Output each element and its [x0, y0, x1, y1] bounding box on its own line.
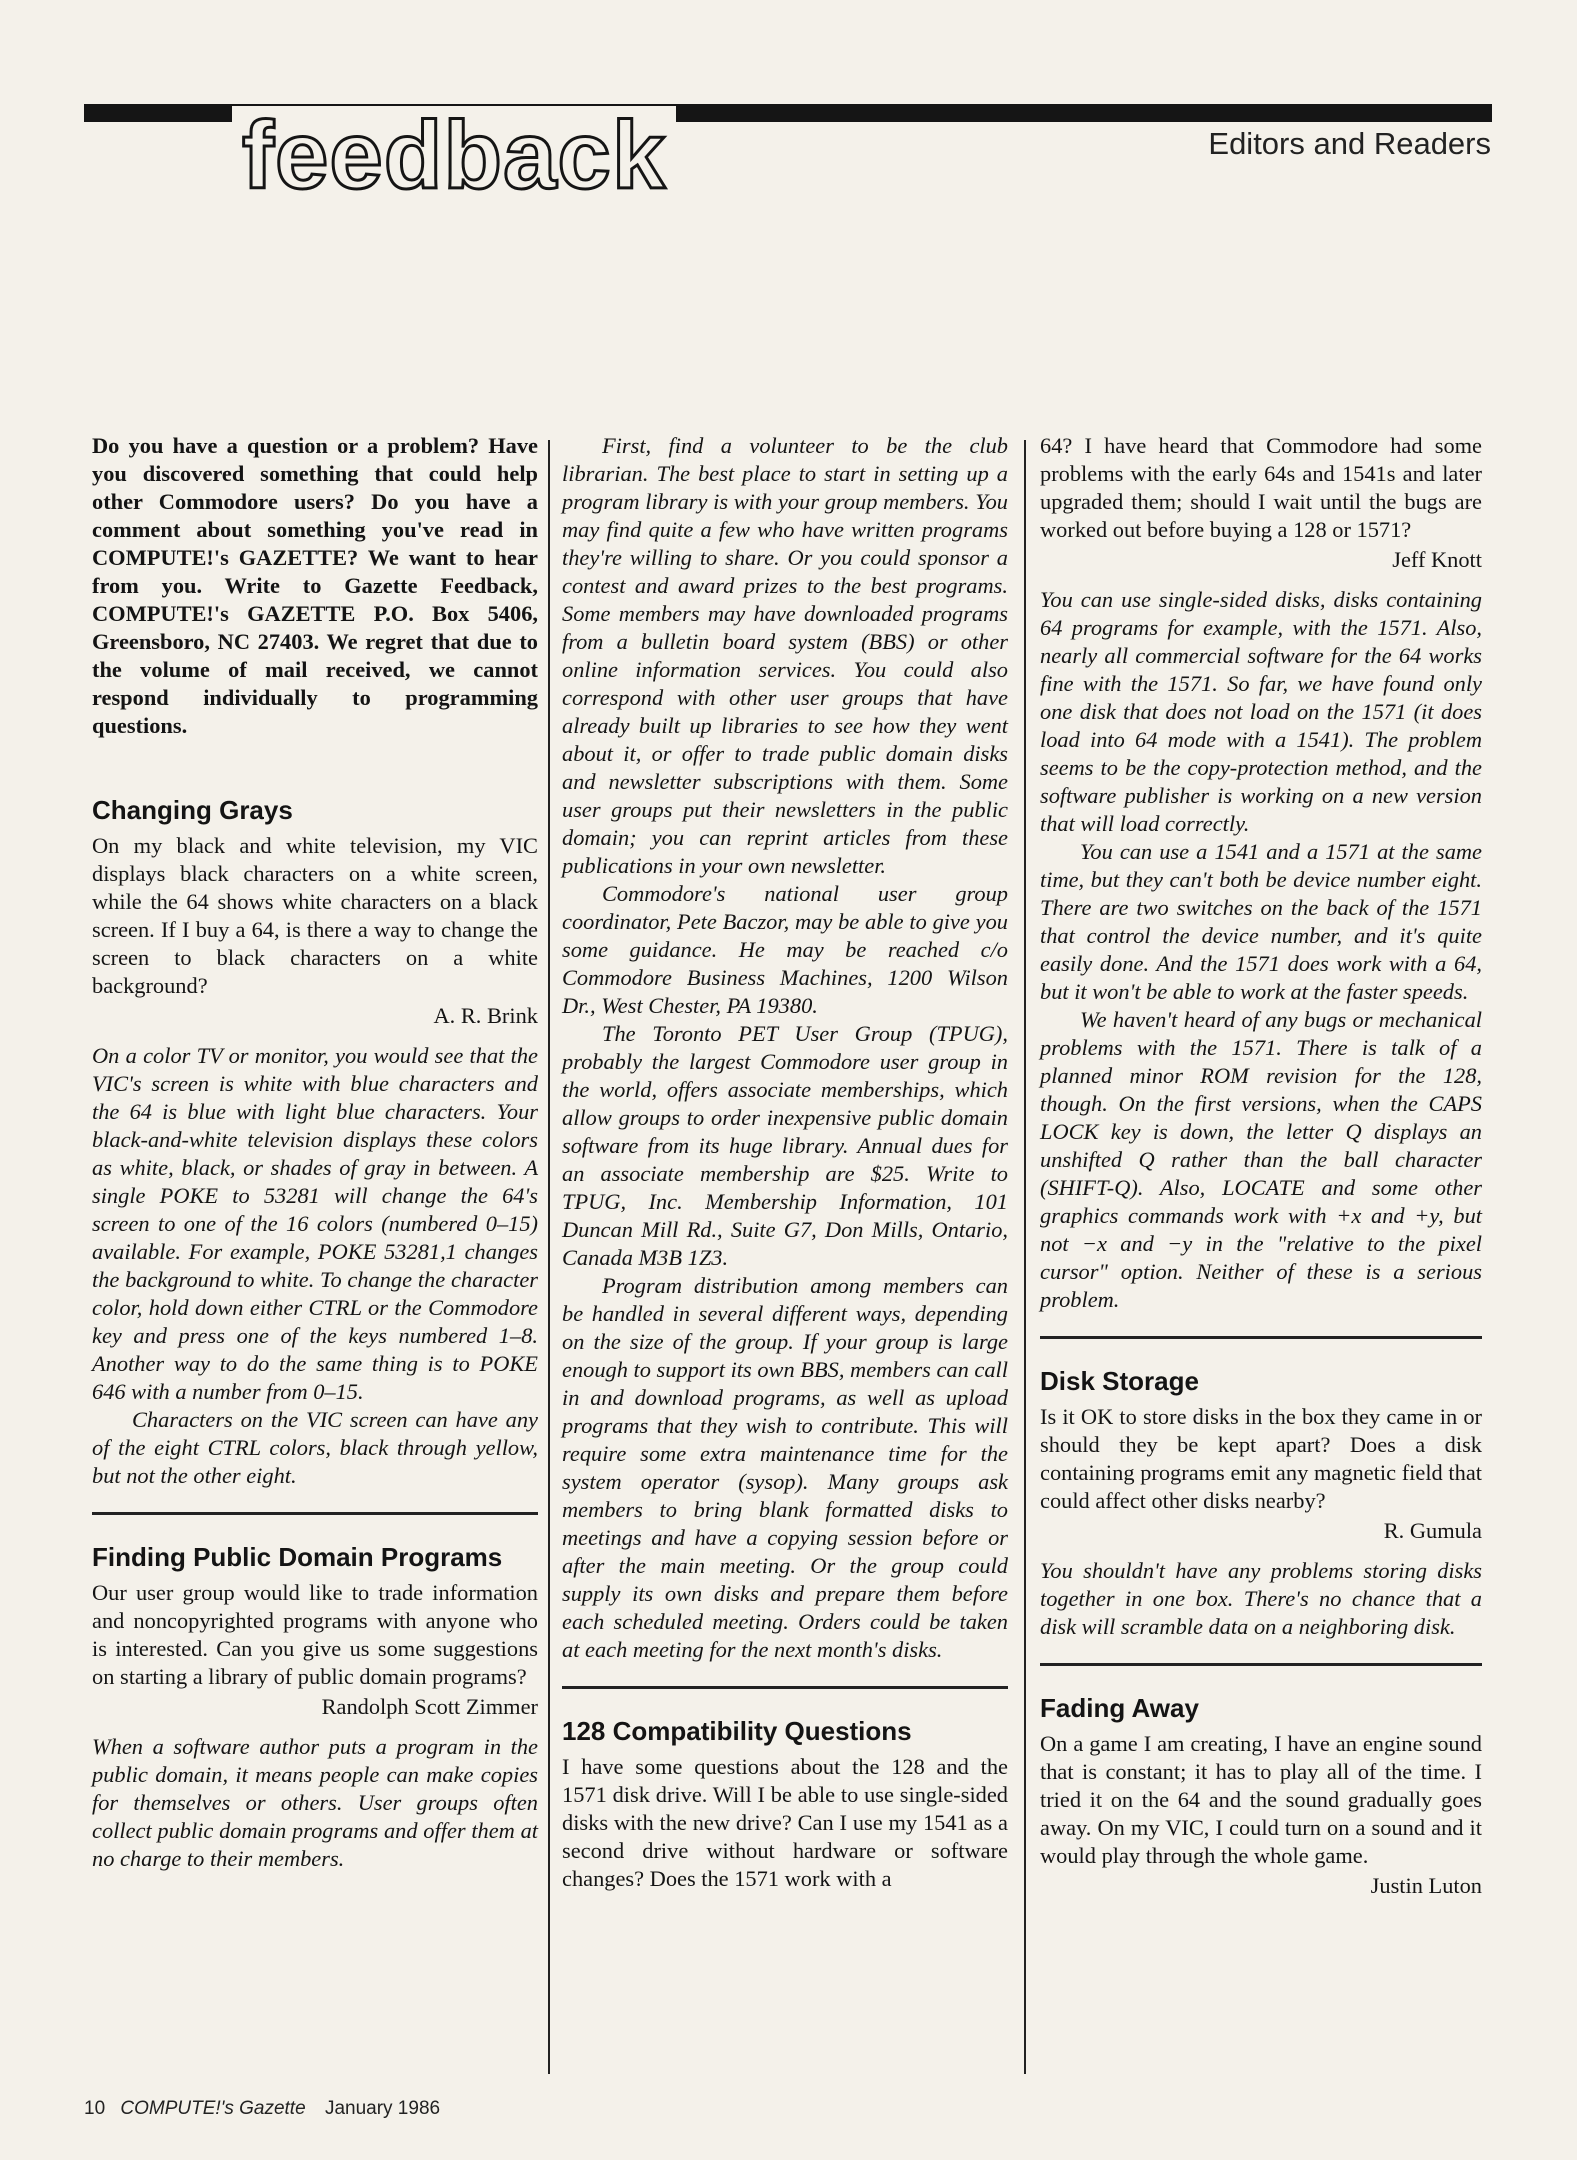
letter-public-domain: Our user group would like to trade information and noncopyrighted programs with anyone who is interested. Can you give us some suggestions on starting a library of public domain programs? [92, 1580, 538, 1689]
heading-disk-storage: Disk Storage [1040, 1366, 1199, 1396]
answer-public-domain-5: Program distribution among members can be handled in several different ways, depending on the size of the group. If your group is large enough to support its own BBS, members can call in and download programs, as well as upload programs that they wish to contribute. This will require some extra maintenance time for the system operator (sysop). Many groups ask members to bring blank formatted disks to meetings and have a copying session before or after the main meeting. Or the group could supply its own disks and prepare them before each scheduled meeting. Orders could be taken at each meeting for the next month's disks. [562, 1273, 1008, 1662]
section-divider [562, 1686, 1008, 1689]
column-divider-left [548, 440, 550, 2074]
letter-changing-grays: On my black and white television, my VIC displays black characters on a white screen, while the 64 shows white characters on a black screen. If I buy a 64, is there a way to change the screen to black characters on a white background? [92, 833, 538, 998]
page-number: 10 [84, 2098, 106, 2119]
heading-compatibility: 128 Compatibility Questions [562, 1716, 912, 1746]
answer-changing-grays-2: Characters on the VIC screen can have any of the eight CTRL colors, black through yellow, but not the other eight. [92, 1407, 538, 1488]
answer-compatibility-3: We haven't heard of any bugs or mechanical problems with the 1571. There is talk of a planned minor ROM revision for the 128, though. On the first versions, when the CAPS LOCK key is down, the letter Q displays an unshifted Q rather than the ball character (SHIFT-Q). Also, LOCATE and some other graphics commands work with +x and +y, but not −x and −y in the "relative to the pixel cursor" option. Neither of these is a serious problem. [1040, 1007, 1482, 1312]
heading-fading-away: Fading Away [1040, 1693, 1199, 1723]
heading-public-domain: Finding Public Domain Programs [92, 1542, 503, 1572]
letter-compatibility-part2: 64? I have heard that Commodore had some problems with the early 64s and 1541s and later upgraded them; should I wait until the bugs are worked out before buying a 128 or 1571? [1040, 433, 1482, 542]
signature-zimmer: Randolph Scott Zimmer [321, 1694, 538, 1719]
answer-public-domain-3: Commodore's national user group coordinator, Pete Baczor, may be able to give you some guidance. He may be reached c/o Commodore Business Machines, 1200 Wilson Dr., West Chester, PA 19380. [562, 881, 1008, 1018]
column-2 [562, 432, 1008, 1893]
section-subtitle: Editors and Readers [1208, 126, 1491, 161]
answer-public-domain-2: First, find a volunteer to be the club librarian. The best place to start in setting up a program library is with your group members. You may find quite a few who have written programs they're willing to share. Or you could sponsor a contest and award prizes to the best programs. Some members may have downloaded programs from a bulletin board system (BBS) or other online information services. You could also correspond with other user groups that have already built up libraries to see how they went about it, or offer to trade public domain disks and newsletter subscriptions with them. Some user groups put their newsletters in the public domain; you can reprint articles from these publications in your own newsletter. [562, 433, 1008, 878]
issue-date: January 1986 [324, 2098, 441, 2119]
signature-knott: Jeff Knott [1392, 547, 1482, 572]
answer-public-domain-4: The Toronto PET User Group (TPUG), probably the largest Commodore user group in the world, offers associate memberships, which allow groups to order inexpensive public domain software from its huge library. Annual dues for an associate membership are $25. Write to TPUG, Inc. Membership Information, 101 Duncan Mill Rd., Suite G7, Don Mills, Ontario, Canada M3B 1Z3. [562, 1021, 1008, 1270]
answer-changing-grays-1: On a color TV or monitor, you would see that the VIC's screen is white with blue characters and the 64 is blue with light blue characters. Your black-and-white television displays these colors as white, black, or shades of gray in between. A single POKE to 53281 will change the 64's screen to one of the 16 colors (numbered 0–15) available. For example, POKE 53281,1 changes the background to white. To change the character color, hold down either CTRL or the Commodore key and press one of the keys numbered 1–8. Another way to do the same thing is to POKE 646 with a number from 0–15. [92, 1043, 538, 1404]
section-divider [92, 1512, 538, 1515]
section-divider [1040, 1336, 1482, 1339]
magazine-name: COMPUTE!'s Gazette [120, 2098, 306, 2119]
column-3 [1040, 432, 1482, 1912]
heading-changing-grays: Changing Grays [92, 795, 293, 825]
page-footer [84, 2098, 440, 2120]
column-divider-right [1024, 440, 1026, 2074]
answer-disk-storage: You shouldn't have any problems storing disks together in one box. There's no chance that a disk will scramble data on a neighboring disk. [1040, 1558, 1482, 1639]
section-title-logo: feedback [232, 106, 676, 206]
letter-fading-away: On a game I am creating, I have an engine sound that is constant; it has to play all of the time. I tried it on the 64 and the sound gradually goes away. On my VIC, I could turn on a sound and it would play through the whole game. [1040, 1731, 1482, 1868]
letter-compatibility-part1: I have some questions about the 128 and the 1571 disk drive. Will I be able to use single-sided disks with the new drive? Can I use my 1541 as a second drive without hardware or software changes? Does the 1571 work with a [562, 1754, 1008, 1891]
signature-brink: A. R. Brink [433, 1003, 538, 1028]
section-divider [1040, 1663, 1482, 1666]
letter-disk-storage: Is it OK to store disks in the box they came in or should they be kept apart? Does a disk containing programs emit any magnetic field that could affect other disks nearby? [1040, 1404, 1482, 1513]
answer-compatibility-1: You can use single-sided disks, disks containing 64 programs for example, with the 1571. Also, nearly all commercial software for the 64 works fine with the 1571. So far, we have found only one disk that does not load on the 1571 (it does load into 64 mode with a 1541). The problem seems to be the copy-protection method, and the software publisher is working on a new version that will load correctly. [1040, 587, 1482, 836]
answer-public-domain-1: When a software author puts a program in the public domain, it means people can make copies for themselves or others. User groups often collect public domain programs and offer them at no charge to their members. [92, 1734, 538, 1871]
signature-gumula: R. Gumula [1383, 1518, 1482, 1543]
intro-paragraph: Do you have a question or a problem? Have you discovered something that could help other Commodore users? Do you have a comment about something you've read in COMPUTE!'s GAZETTE? We want to hear from you. Write to Gazette Feedback, COMPUTE!'s GAZETTE P.O. Box 5406, Greensboro, NC 27403. We regret that due to the volume of mail received, we cannot respond individually to programming questions. [92, 433, 538, 738]
answer-compatibility-2: You can use a 1541 and a 1571 at the same time, but they can't both be device number eight. There are two switches on the back of the 1571 that control the device number, and it's quite easily done. And the 1571 does work with a 64, but it won't be able to work at the faster speeds. [1040, 839, 1482, 1004]
signature-luton: Justin Luton [1370, 1873, 1482, 1898]
column-1 [92, 432, 538, 1873]
